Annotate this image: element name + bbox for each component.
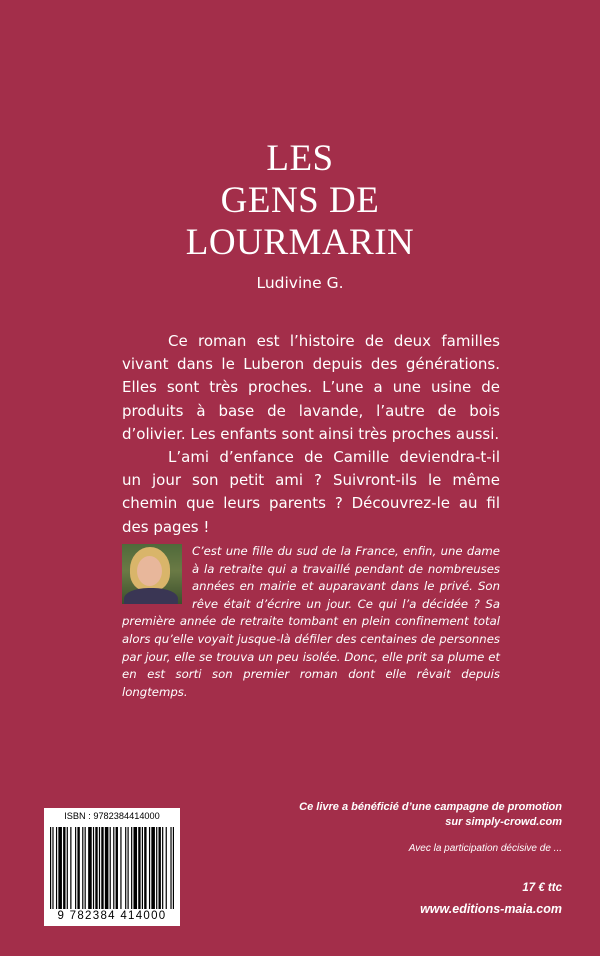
synopsis-paragraph-1: Ce roman est l’histoire de deux familles vivant dans le Luberon depuis des générations. Elles sont très proches. L’une a une usine de produits à base de lavande, l’autre de bois d’olivier. Les enfants sont ainsi très proches aussi. [122, 332, 500, 443]
author-photo [122, 544, 182, 604]
publisher-website: www.editions-maia.com [420, 902, 562, 916]
promo-line-1: Ce livre a bénéficié d’une campagne de promotion [299, 801, 562, 813]
promo-block [262, 800, 562, 854]
title-line-2: GENS DE [220, 180, 380, 221]
isbn-label: ISBN : 9782384414000 [64, 811, 160, 821]
isbn-barcode [50, 827, 174, 909]
title-line-1: LES [266, 138, 334, 179]
book-title [0, 138, 600, 264]
barcode-digits: 9 782384 414000 [57, 910, 167, 922]
author-bio [122, 543, 500, 701]
synopsis-paragraph-2: L’ami d’enfance de Camille deviendra-t-il un jour son petit ami ? Suivront-ils le même chemin que leurs parents ? Découvrez-le au fil des pages ! [122, 448, 500, 536]
title-line-3: LOURMARIN [185, 222, 415, 263]
author-name: Ludivine G. [256, 274, 344, 292]
author-bio-text: C’est une fille du sud de la France, enfin, une dame à la retraite qui a travaillé pendant de nombreuses années en mairie et auparavant dans le privé. Son rêve était d’écrire un jour. Ce qui l’a décidée ? Sa première année de retraite tombant en plein confinement total alors qu’elle voyait jusque-là défiler des centaines de personnes par jour, elle se trouva un peu isolée. Donc, elle prit sa plume et en est sorti son premier roman dont elle rêvait depuis longtemps. [122, 544, 500, 699]
participation-note: Avec la participation décisive de ... [408, 843, 562, 854]
barcode-box [44, 808, 180, 926]
promo-line-2: sur simply-crowd.com [445, 816, 562, 828]
synopsis [122, 330, 500, 539]
price: 17 € ttc [522, 882, 562, 894]
